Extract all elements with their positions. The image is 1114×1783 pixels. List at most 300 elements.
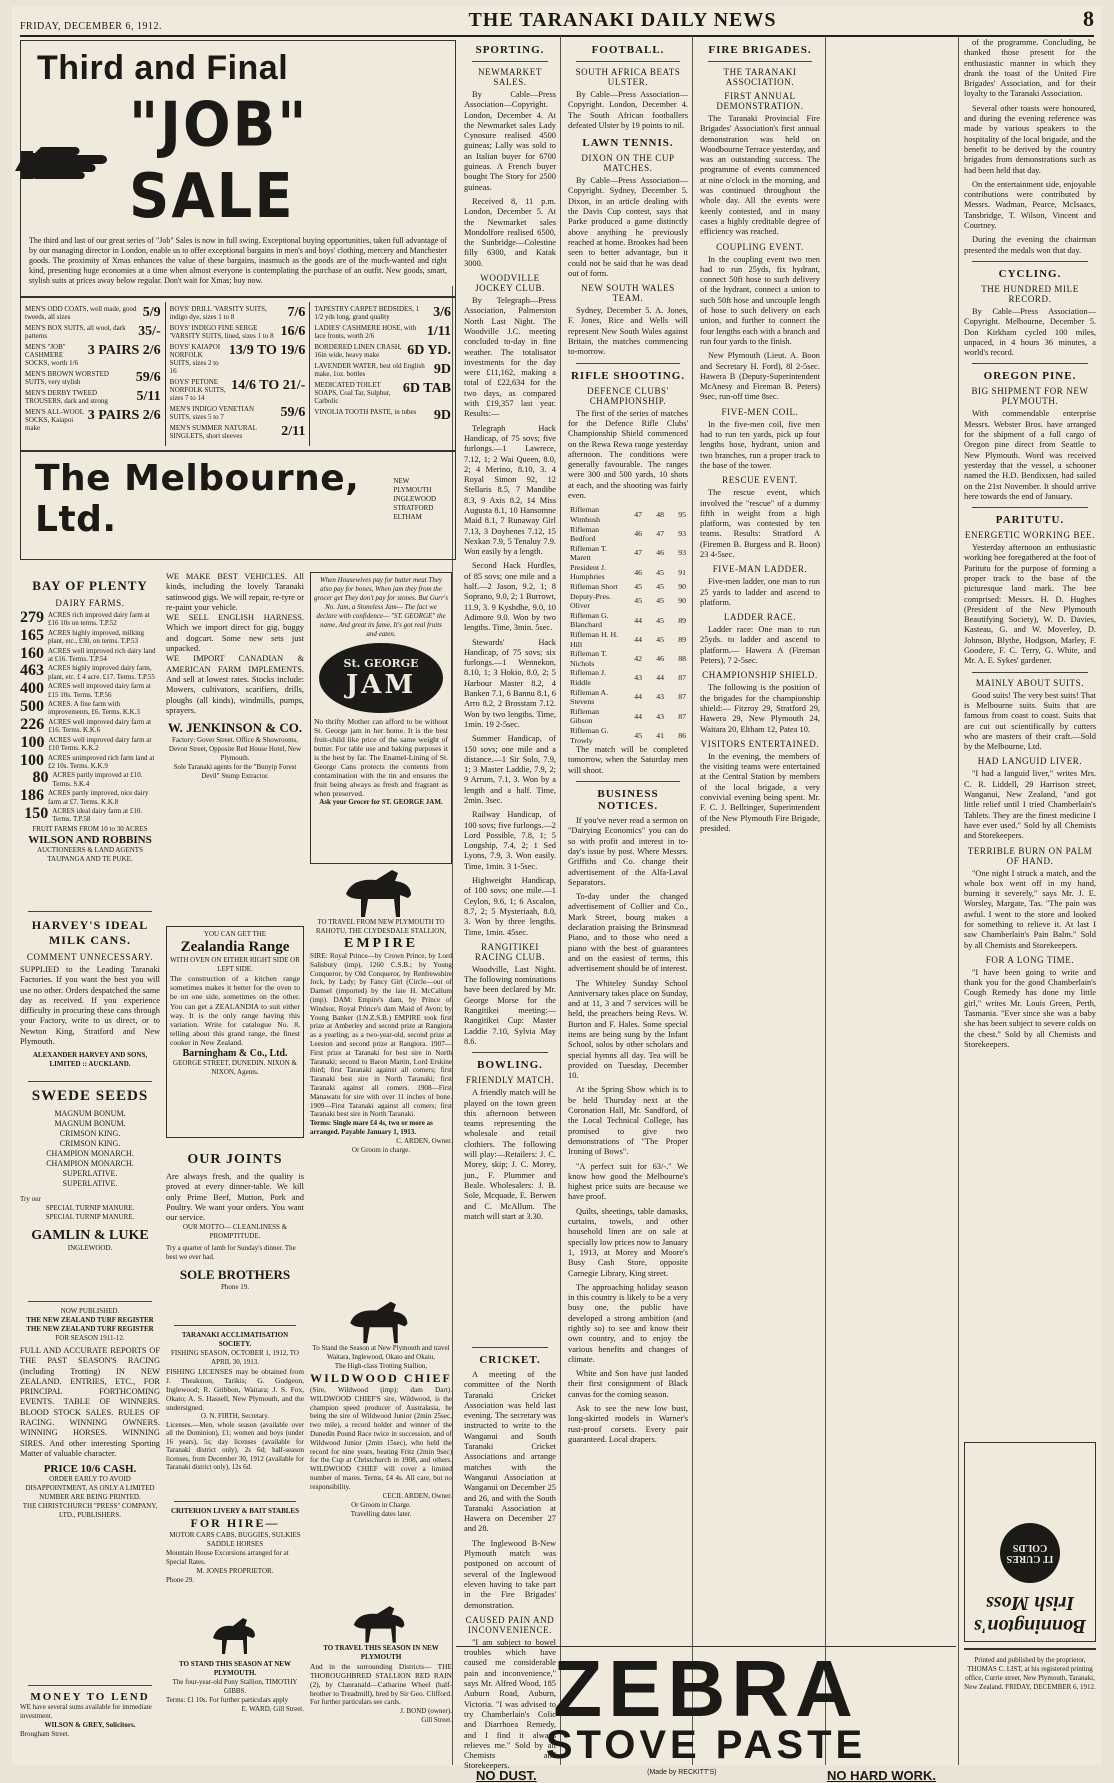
shooter-name: Rifleman Short: [570, 582, 618, 592]
price-item-price: 7/6: [287, 305, 306, 320]
article-para: "I had a languid liver," writes Mrs. C. R. Liddell, 29 Harrison street, Wanganui, New Zealand, "and got little relief until I tried Chamberlain's Tablets. They are the finest medicine I have ever used." Sold by all Chemists and Storekeepers.: [964, 769, 1096, 841]
implements-para: WE IMPORT CANADIAN & AMERICAN FARM IMPLEMENTS. And sell at lowest rates. Stocks include: Mowers, cultivators, scarifiers, drills, ploughs (all kinds), windmills, pumps, sprayers.: [166, 654, 304, 715]
price-item-price: 2/11: [281, 424, 306, 439]
score-value: 47: [656, 529, 664, 539]
farm-acres: 400: [20, 680, 44, 698]
article-para: By Cable—Press Association—Copyright. London, December 4. At the Newmarket sales Lady Cynosure realised 4500 guineas; Lally was sold to an Italian buyer for 6700 guineas. A French buyer bought The Story for 2500 guineas.: [464, 90, 556, 192]
farm-description: ACRES well improved rich dairy land at £16. Terms. T.P.54: [48, 646, 156, 664]
price-item-description: MEN'S "JOB" CASHMERE SOCKS, worth 1/6: [25, 343, 79, 367]
shooter-name: Deputy-Pres. Oliver: [570, 591, 611, 611]
owner: CECIL ARDEN, Owner.: [382, 1491, 452, 1500]
advert-body: Are always fresh, and the quality is proved at every dinner-table. We kill only Prime Beef, Mutton, Pork and Poultry. We want your orders. You want our service.: [166, 1172, 304, 1223]
farm-description: ACRES. A fine farm with improvements, £6. Terms. K.K.3: [48, 700, 140, 717]
article-heading: SOUTH AFRICA BEATS ULSTER.: [575, 67, 681, 87]
article-para: With commendable enterprise Messrs. Webster Bros. have arranged for the shipment of a full cargo of Oregon pine direct from Seattle to New Plymouth. Word was received yesterday that the vessel, a schooner named the H.D. Bendixsen, had sailed on the 21st November. It should arrive here towards the end of January.: [964, 409, 1096, 501]
store-name: The Melbourne, Ltd.: [35, 458, 360, 540]
article-para: By Cable—Press Association—Copyright. London, December 4. The South African footballers defeated Ulster by 19 points to nil.: [568, 90, 688, 130]
score-row: [568, 668, 688, 687]
page-number: 8: [1082, 6, 1094, 31]
advert-heading: TO TRAVEL THIS SEASON IN NEW PLYMOUTH: [323, 1644, 439, 1661]
score-value: 44: [634, 634, 642, 644]
product-name: STOVE PASTE: [545, 1723, 867, 1767]
article-para: On the entertainment side, enjoyable contributions were contributed by Messrs. Wadman, Pearce, McIsaacs, Tansbridge, T. Wilson, Vincent and Courtney.: [964, 179, 1096, 231]
article-para: By Telegraph—Press Association, Palmerston North Last Night. The Woodville J.C. meeting concluded to-day in fine weather. The totalisator investments for the day were £11,162, making a total of £22,634 for the two days, as compared with £19,357 last year. Results:—: [464, 296, 556, 419]
farm-acres: 279: [20, 609, 44, 626]
pointing-hand-icon: [21, 139, 117, 183]
article-para: By Cable—Press Association—Copyright. Sydney, December 5. Dixon, in an article dealing with the Davis Cup contest, says that Parke produced a game distinctly above anything he previously reached at home. Brookes had been seen to better advantage, but it could not be said that he was dead out of form.: [568, 176, 688, 278]
shooter-name: Rifleman Wimbush: [570, 505, 601, 524]
price-item: [25, 408, 161, 432]
article-heading: DEFENCE CLUBS' CHAMPIONSHIP.: [587, 385, 669, 406]
terms: Terms: £1 10s. For further particulars apply: [166, 1696, 289, 1704]
article-para: The Inglewood B-New Plymouth match was postponed on account of several of the Inglewood eleven having to take part in the Fire Brigades' demonstration.: [464, 1538, 556, 1610]
price-item: [25, 343, 161, 367]
section-heading: SPORTING.: [475, 44, 545, 56]
right-news-column: [964, 38, 1096, 1438]
score-value: 41: [656, 730, 664, 740]
harness-para: WE SELL ENGLISH HARNESS. Which we import direct for gig, buggy and dogcart. Some new sets just unpacked.: [166, 613, 304, 654]
manure-line: SPECIAL TURNIP MANURE.: [45, 1204, 135, 1212]
price-item: [170, 324, 306, 340]
masthead: [20, 6, 1094, 37]
article-heading: BIG SHIPMENT FOR NEW PLYMOUTH.: [971, 386, 1089, 407]
job-sale-advert: [20, 40, 456, 560]
price-item-price: 13/9 TO 19/6: [228, 343, 306, 358]
article-para: In the evening, the members of the visiting teams were entertained at the Central Station by members of the local brigade, a very convivial evening being spent. Mr. F. C. J. Bellringer, Superintendent of the New Plymouth Fire Brigade, presided.: [700, 751, 820, 833]
price-item-price: 9D: [433, 408, 451, 423]
section-heading: CYCLING.: [998, 267, 1062, 280]
job-sale-title: "JOB" SALE: [129, 89, 309, 233]
ask-grocer: Ask your Grocer for ST. GEORGE JAM.: [319, 798, 443, 806]
firm-phone: Phone 19.: [221, 1283, 249, 1292]
score-value: 93: [678, 529, 686, 539]
seed-list: [20, 1109, 160, 1189]
score-row: [568, 630, 688, 649]
price-item-price: 35/-: [138, 324, 161, 339]
price-item-description: BOYS' PETONE NORFOLK SUITS, sizes 7 to 14: [169, 378, 226, 402]
score-value: 43: [656, 711, 664, 721]
score-value: 45: [656, 615, 664, 625]
firm-address: GEORGE STREET, DUNEDIN. NIXON & NIXON, Agents.: [173, 1058, 297, 1076]
imprint-text: Printed and published by the proprietor, THOMAS C. LIST, at his registered printing office, Currie street, New Plymouth, Taranaki, New Zealand. FRIDAY, DECEMBER 6, 1912.: [964, 1656, 1096, 1691]
score-value: 87: [678, 673, 686, 683]
article-heading: CHAMPIONSHIP SHIELD.: [702, 670, 818, 681]
farm-description: ACRES partly improved, nice dairy farm at £7. Terms. K.K.8: [48, 789, 149, 806]
score-value: 45: [634, 730, 642, 740]
swede-seeds-advert: [20, 1076, 160, 1291]
farm-listing: [20, 751, 160, 771]
notice-season: FISHING SEASON, OCTOBER 1, 1912, TO APRIL 30, 1913.: [171, 1349, 299, 1366]
price-item-description: BOYS' KAIAPOI NORFOLK SUITS, sizes 2 to 16: [169, 343, 221, 375]
article-heading: MAINLY ABOUT SUITS.: [975, 677, 1085, 688]
notice-heading: TARANAKI ACCLIMATISATION SOCIETY.: [181, 1331, 289, 1348]
price-list: [21, 302, 455, 446]
sole-brothers-advert: [166, 1146, 304, 1316]
article-heading: FIRST ANNUAL DEMONSTRATION.: [716, 91, 804, 111]
article-para: White and Son have just landed their first consignment of Black canvas for the coming season.: [568, 1369, 688, 1399]
score-value: 47: [634, 510, 642, 520]
score-value: 46: [656, 654, 664, 664]
shooter-name: Rifleman A. Stevens: [570, 687, 609, 707]
slogan-right: NO HARD WORK.: [826, 1768, 936, 1783]
farm-acres: 160: [20, 644, 44, 662]
price-item-description: MEN'S BOX SUITS, all wool, dark patterns: [25, 324, 126, 340]
price-item-description: MEN'S INDIGO VENETIAN SUITS, sizes 5 to 7: [169, 405, 255, 421]
empire-stallion-advert: [310, 868, 452, 1296]
score-value: 44: [634, 615, 642, 625]
price-item-price: 6D TAB: [402, 381, 451, 396]
seed-variety: SUPERLATIVE.: [62, 1179, 118, 1188]
price-item-description: BOYS' INDIGO FINE SERGE 'VARSITY SUITS, lined, sizes 1 to 8: [169, 324, 274, 340]
score-value: 90: [678, 596, 686, 606]
score-value: 42: [634, 654, 642, 664]
article-para: The approaching holiday season in this country is likely to be a very busy one, the public have developed a strong ambition (and rightly so) to see and know their own country, and to enjoy the various benefits and changes of climate.: [568, 1282, 688, 1364]
farm-description: ACRES highly improved dairy farm, plant, etc. £ 4 acre. £17. Terms. T.P.55: [48, 664, 155, 681]
advert-heading: Third and Final: [37, 49, 289, 87]
price-item-description: MEN'S ALL-WOOL SOCKS, Kaiapoi make: [25, 408, 84, 432]
price-item-description: VINOLIA TOOTH PASTE, in tubes: [314, 408, 417, 416]
brand-name: ZEBRA: [553, 1644, 859, 1733]
farm-listings: [20, 611, 160, 824]
score-row: [568, 582, 688, 592]
farm-description: ACRES well improved dairy farm at £10 Terms. K.K.2: [48, 735, 152, 753]
article-para: During the evening the chairman presented the medals won that day.: [964, 235, 1096, 255]
price-item: [314, 343, 451, 359]
seed-variety: CHAMPION MONARCH.: [46, 1149, 134, 1158]
seed-variety: CRIMSON KING.: [59, 1139, 121, 1148]
advert-body: The third and last of our great series of "Job" Sales is now in full swing. Exceptional buying opportunities, taken full advantage of by our managing director in London, enable us to offer exceptional bargains in men's and boys' clothing, mercery and Manchester goods. The proximity of Xmas enhances the value of these bargains, inasmuch as the goods are of the much-wanted and right kind, presenting huge economies at a time when almost everyone is contemplating the purchase of an outfit. New goods, smart, stylish suits at prices away below regular. Don't wait for Xmas; buy now.: [29, 236, 447, 285]
further-note: For further particulars see cards.: [310, 1698, 401, 1706]
acclimatisation-notice: [166, 1320, 304, 1472]
article-heading: TERRIBLE BURN ON PALM OF HAND.: [967, 845, 1093, 866]
article-para: A meeting of the committee of the North Taranaki Cricket Association was held last evening. The secretary was instructed to write to the Wanganui and South Taranaki Cricket Associations and arrange matches with the Wanganui Association at Wanganui on December 25 and 26, and with the South Taranaki Association at Hawera on December 27 and 28.: [464, 1370, 556, 1534]
article-heading: THE TARANAKI ASSOCIATION.: [723, 67, 797, 87]
article-para: Second Hack Hurdles, of 85 sovs; one mile and a half.—2 Jason, 9.2, 1; 8 Soprano, 9.0, 2; 1 Burrowt, 11.9, 3. 9 Kyshdhe, 9.0, 10 Adimore 9.0. Won by two lengths. Time, 3min. 5sec.: [464, 561, 556, 633]
rifle-scores-table: [568, 505, 688, 745]
branch-name: ELTHAM: [393, 512, 422, 521]
price-item: [314, 324, 451, 340]
score-value: 48: [656, 510, 664, 520]
article-para: The rescue event, which involved the "rescue" of a dummy fifth in weight from a high platform, was contested by ten teams. Results: Stratford A (Firemen B. Burgess and R. Boon) 23 4-5sec.: [700, 488, 820, 559]
price-item-description: MEN'S SUMMER NATURAL SINGLETS, short sleeves: [169, 424, 257, 440]
section-heading: FOOTBALL.: [591, 44, 665, 56]
score-value: 45: [634, 596, 642, 606]
article-heading: ENERGETIC WORKING BEE.: [964, 530, 1096, 541]
farm-listing: [20, 644, 160, 664]
shooter-name: President J. Humphries: [570, 562, 606, 582]
travel-dates: Travelling dates later.: [350, 1509, 412, 1518]
price-item: [170, 405, 306, 421]
advert-heading: To Stand the Season at New Plymouth and travel Waitara, Inglewood, Okato and Okaiu,: [312, 1344, 450, 1361]
order-note: ORDER EARLY TO AVOID DISAPPOINTMENT, AS ONLY A LIMITED NUMBER ARE BEING PRINTED.: [25, 1475, 155, 1502]
score-value: 88: [678, 654, 686, 664]
article-para: Sydney, December 5. A. Jones, F. Jones, Rice and Wells will represent New South Wales against Britain, the matches commencing to-morrow.: [568, 306, 688, 357]
farm-listing: [20, 804, 160, 824]
jenkinson-advert: [166, 572, 304, 922]
score-value: 90: [678, 582, 686, 592]
fire-brigades-column: [700, 38, 820, 1418]
slogan-left: NO DUST.: [476, 1768, 537, 1783]
farm-listing: [20, 771, 160, 788]
price-item-price: 14/6 TO 21/-: [231, 378, 306, 393]
farm-acres: 80: [32, 769, 49, 787]
article-para: Several other toasts were honoured, and during the evening reference was made by various speakers to the hospitality of the local brigade, and the benefit to be derived by the country brigades from demonstrations such as had been held that day.: [964, 103, 1096, 175]
advert-body: FULL AND ACCURATE REPORTS OF THE PAST SEASON'S RACING (including Trotting) IN NEW ZEALAND. ENTRIES, ETC., FOR PRINCIPAL FORTHCOMING EVENTS. TABLE OF WINNERS. BLOOD STOCK SALES. RULES OF RACING. WINNING OWNERS. WINNING HORSES. WINNING SIRES. And other interesting Sporting Matter of valuable character.: [20, 1346, 160, 1458]
price-item: [314, 362, 451, 378]
article-para: If you've never read a sermon on "Dairying Economics" you can do so with profit and interest in to-day's issue by post. Where Messrs. Griffiths and Co. change their advertisement of the Alfa-Laval Separators.: [568, 816, 688, 887]
price-item: [170, 343, 306, 375]
shooter-name: Rifleman T. Nichols: [570, 649, 607, 668]
advert-body: Mountain House Excursions arranged for at Special Rates.: [166, 1549, 289, 1566]
price-item: [314, 305, 451, 321]
seed-variety: CRIMSON KING.: [59, 1129, 121, 1138]
article-heading: COUPLING EVENT.: [716, 241, 804, 252]
score-value: 46: [634, 529, 642, 539]
score-value: 44: [634, 692, 642, 702]
price-item-price: 3/6: [433, 305, 451, 320]
issue-date: FRIDAY, DECEMBER 6, 1912.: [20, 21, 162, 32]
farm-listing: [20, 682, 160, 699]
price-item-price: 3 PAIRS 2/6: [87, 343, 161, 358]
article-heading: WOODVILLE JOCKEY CLUB.: [475, 273, 545, 294]
price-item-price: 59/6: [135, 370, 161, 385]
price-item-description: BORDERED LINEN CRASH, 16in wide, heavy make: [314, 343, 402, 359]
article-heading: NEWMARKET SALES.: [478, 67, 542, 87]
article-para: Received 8, 11 p.m. London, December 5. At the Newmarket sales Mondolfore realised 6500, the Sunbridge—Colestine filly 6300, and Katak 3000.: [464, 196, 556, 268]
article-para: Railway Handicap, of 100 sovs; five furlongs.—2 Lord Possible, 7.8, 1; 5 Longship, 7.4, 2; 1 Sed Lyons, 7.9, 3. Won easily. Time, 1min. 3 1-5sec.: [464, 810, 556, 871]
score-value: 45: [656, 582, 664, 592]
section-heading: BOWLING.: [477, 1059, 543, 1072]
pony-name: The four-year-old Pony Stallion, TIMOTHY GIBBS.: [172, 1678, 298, 1695]
article-para: In the coupling event two men had to run 25yds, fix hydrant, connect 50ft hose to such delivery of the hydrant, connect a union to such 50ft hose and uncouple length of hose to such delivery on each union, and further to connect the four lengths each with a branch and run four yards to the finish.: [700, 254, 820, 346]
agents-detail: AUCTIONEERS & LAND AGENTS TAUPANGA AND TE PUKE.: [37, 845, 143, 863]
price-item-price: 3 PAIRS 2/6: [87, 408, 161, 423]
farm-description: ACRES unimproved rich farm land at £2 10s. Terms. K.K.9: [48, 753, 155, 770]
seed-variety: CHAMPION MONARCH.: [46, 1159, 134, 1168]
article-heading: FIVE-MAN LADDER.: [712, 564, 808, 575]
section-heading: FIRE BRIGADES.: [708, 44, 812, 56]
farm-description: ACRES highly improved, milking plant, etc., £30, on terms. T.P.53: [48, 628, 145, 646]
price-item-price: 16/6: [280, 324, 306, 339]
advert-subheading: DAIRY FARMS.: [55, 598, 125, 608]
horse-icon: [336, 868, 426, 918]
price-item-price: 1/11: [426, 324, 451, 339]
horse-icon: [346, 1604, 416, 1644]
turf-register-advert: [20, 1296, 160, 1676]
price-item-description: BOYS' DRILL 'VARSITY SUITS, indigo dye, sizes 1 to 8: [169, 305, 267, 321]
farm-listing: [20, 789, 160, 806]
farm-acres: 500: [20, 698, 44, 716]
article-heading: FOR A LONG TIME.: [985, 954, 1075, 965]
article-para: To-day under the changed advertisement of Collier and Co., Mark Street, bourg makes a declaration praising the Brinsmead Piano, and to those who need a piano with the best of guarantees and on the easiest of terms, this advertisement should be of interest.: [568, 892, 688, 974]
for-hire: FOR HIRE—: [190, 1516, 280, 1530]
owner: E. WARD, Gill Street.: [241, 1705, 304, 1713]
zebra-stove-paste-advert: [456, 1644, 956, 1783]
brand-main: JAM: [345, 669, 417, 700]
score-value: 43: [656, 692, 664, 702]
score-row: [568, 592, 688, 611]
advert-heading: TO TRAVEL FROM NEW PLYMOUTH TO RAHOTU, THE CLYDESDALE STALLION,: [315, 918, 447, 935]
advert-heading: Zealandia Range: [180, 939, 290, 955]
newspaper-page: [12, 6, 1102, 1783]
section-heading: PARITUTU.: [995, 514, 1065, 527]
score-value: 86: [678, 730, 686, 740]
price-item-description: MEN'S DERBY TWEED TROUSERS, dark and strong: [25, 389, 108, 405]
score-row: [568, 525, 688, 544]
score-row: [568, 726, 688, 745]
sporting-column: [464, 38, 556, 1338]
firm-address: Factory: Gover Street. Office & Showrooms, Devon Street, Opposite Red House Hotel, New Plymouth.: [168, 736, 302, 763]
register-price: PRICE 10/6 CASH.: [43, 1463, 137, 1476]
firm-address: Brougham Street.: [20, 1730, 70, 1738]
article-para: Good suits! The very best suits! That is Melbourne suits. Suits that are famous from coast to coast. Suits that are cut out scientifically by cutters who are masters of their craft.—Sold by the Melbourne, Ltd.: [964, 690, 1096, 752]
price-item: [170, 424, 306, 440]
article-para: The Taranaki Provincial Fire Brigades' Association's first annual demonstration was held on Woodbourne Terrace yesterday, and was an outstanding success. The programme of events commenced at nine o'clock in the morning, and was continued throughout the whole day. All the events were keenly contested, and in many cases a highly creditable degree of efficiency was reached.: [700, 114, 820, 237]
article-para: New Plymouth (Lieut. A. Boon and Secretary H. Ford), 8l 2-5sec. Hawera B (Deputy-Superintendent McAnesy and Fireman B. Peters) 9sec, run-off time 8sec.: [700, 351, 820, 402]
score-value: 45: [634, 582, 642, 592]
price-item: [314, 381, 451, 405]
column-rule: [958, 36, 959, 1765]
score-value: 87: [678, 711, 686, 721]
article-heading: FRIENDLY MATCH.: [465, 1075, 555, 1086]
groom: Or Groom in Charge.: [351, 1500, 411, 1509]
newspaper-title: THE TARANAKI DAILY NEWS: [468, 9, 777, 31]
branch-list: [393, 477, 441, 522]
score-value: 87: [678, 692, 686, 702]
cricket-section: [464, 1342, 556, 1771]
article-heading: RANGITIKEI RACING CLUB.: [474, 941, 546, 962]
article-heading: DIXON ON THE CUP MATCHES.: [581, 153, 675, 174]
license-fees: Licenses.—Men, whole season (available over all the Dominion), £1; women and boys (under 16 years), 5s; day licenses (available for Taranaki district only), 2s 6d; half-season licenses, from December 30, 1912 (available for Taranaki district only), 12s 6d.: [166, 1421, 304, 1472]
score-row: [568, 563, 688, 582]
shooter-name: Rifleman H. H. Hill: [570, 630, 619, 649]
maker-name: ALEXANDER HARVEY AND SONS, LIMITED :: AUCKLAND.: [32, 1051, 148, 1069]
price-item-price: 9D: [433, 362, 451, 377]
horse-icon: [341, 1300, 421, 1344]
article-heading: THE HUNDRED MILE RECORD.: [981, 283, 1079, 304]
farm-listing: [20, 611, 160, 628]
score-row: [568, 688, 688, 707]
section-heading: OREGON PINE.: [983, 370, 1077, 383]
fruit-farms: FRUIT FARMS FROM 10 to 30 ACRES: [32, 824, 148, 833]
article-heading: CAUSED PAIN AND INCONVENIENCE.: [465, 1614, 555, 1635]
advert-body: No thrifty Mother can afford to be without St. George jam in her home. It is the best fruit-child like price of the same weight of butter. For table use and baking purposes it is the best by far. The Enamel-Lining of St. George Cans protects the contents from contamination with the tin and ensures the fruit being always as fresh and fragrant as when preserved.: [314, 717, 448, 798]
article-para: The following is the position of the brigades for the championship shield:— Fitzroy 29, Stratford 29, Hawera 29, New Plymouth 24, Waitara 20, Eltham 12, Patea 10.: [700, 683, 820, 734]
secretary: O. N. FIRTH, Secretary.: [200, 1412, 270, 1420]
firm-town: INGLEWOOD.: [67, 1244, 113, 1252]
farm-acres: 100: [20, 733, 45, 751]
bay-of-plenty-advert: [20, 572, 160, 902]
article-para: Quilts, sheetings, table damasks, curtains, towels, and other household linen are on sale at specially low prices now to January 1, 1913, at Morey and Moore's Busy Cash Store, opposite Carnegie Library, King street.: [568, 1206, 688, 1278]
shooter-name: Rifleman Bedford: [570, 524, 600, 544]
publisher: THE CHRISTCHURCH "PRESS" COMPANY, LTD., PUBLISHERS.: [22, 1502, 158, 1520]
article-para: "I have been going to write and thank you for the good Chamberlain's Cough Remedy has done my little girl," writes Mr. Louis Green, Perth, Tasmania. "Ever since she was a baby she has been subject to severe colds on the chest." Sold by all Chemists and Storekeepers.: [964, 967, 1096, 1049]
article-heading: LADDER RACE.: [723, 612, 797, 623]
price-column-mens: [21, 302, 166, 446]
price-item-description: LAVENDER WATER, best old English make, 1oz. bottles: [314, 362, 425, 378]
advert-heading: TO STAND THIS SEASON AT NEW PLYMOUTH.: [179, 1660, 291, 1677]
firm-name: W. JENKINSON & CO.: [167, 720, 303, 736]
price-column-boys: [166, 302, 311, 446]
wildwood-chief-advert: [310, 1300, 452, 1600]
price-item-description: TAPESTRY CARPET BEDSIDES, 1 1/2 yds long, grand quality: [314, 305, 420, 321]
terms: Terms: Single mare £4 4s, two or more as arranged. Payable January 1, 1913.: [310, 1119, 433, 1137]
stallion-name: WILDWOOD CHIEF: [310, 1371, 452, 1385]
article-para: Telegraph Hack Handicap, of 75 sovs; five furlongs.—1 Lawrece, 7.12, 1; 2 Wai Queen, 8.0, 2; 4 Merino, 8.10, 3. 4 Royal Simon 92, 12 Stellaris 8.5, 7 Mandibe 8.3, 9 Axis 8.2, 14 Miss Augusta 8.1, 10 Hansomne Maid 8.1, 7 Runaway Girl 7.13, 3 Doyhenes 7.12, 15 Nexkan 7.9, 5 Tenaluy 7.9. Won easily by a length.: [464, 423, 556, 557]
owner-address: Gill Street.: [421, 1716, 452, 1724]
job-sale-banner: [21, 88, 455, 234]
motto: OUR MOTTO— CLEANLINESS & PROMPTITUDE.: [182, 1223, 288, 1241]
stallion-name: EMPIRE: [344, 936, 418, 951]
article-heading: VISITORS ENTERTAINED.: [700, 738, 820, 749]
farm-acres: 150: [24, 804, 49, 822]
score-row: [568, 649, 688, 668]
owner: J. BOND (owner).: [400, 1707, 452, 1715]
price-item: [314, 408, 451, 424]
farm-description: ACRES ideal dairy farm at £10. Terms. T.P.58: [52, 806, 143, 824]
brand-name: Bonnington's Irish Moss: [973, 1592, 1087, 1637]
maker: (Made by RECKITT'S): [647, 1769, 717, 1776]
score-row: [568, 544, 688, 563]
phone: Phone 29.: [166, 1576, 194, 1584]
criterion-stables-advert: [166, 1496, 304, 1606]
notice-body: FISHING LICENSES may be obtained from J. Theakston, Tarikis; G. Gudgeon, Inglewood; R. Gribbon, Waitara; J. S. Fox, Okato; A. S. Hassell, New Plymouth, and the undersigned.: [166, 1367, 304, 1412]
article-para: "A perfect suit for 63/-." We know how good the Melbourne's highest price suits are because we have proof.: [568, 1161, 688, 1202]
article-para: "One night I struck a match, and the whole box went off in my hand, burning it severely," says Mr. J. E. Worsley, Margate, Tas. "The pain was awful. I went to the store and looked for something to relieve it. At last I saw Chamberlain's Pain Balm." Sold by all Chemists and Storekeepers.: [964, 868, 1096, 950]
article-para: By Cable—Press Association—Copyright. Melbourne, December 5. Don Kirkham cycled 100 miles, unpaced, in 4 hours 36 minutes, a world's record.: [964, 306, 1096, 358]
publisher-imprint: [964, 1648, 1096, 1764]
register-season: FOR SEASON 1911-12.: [55, 1334, 125, 1342]
red-rain-stallion-advert: [310, 1604, 452, 1762]
price-column-household: [310, 302, 455, 446]
column-rule: [692, 36, 693, 1765]
score-value: 44: [634, 711, 642, 721]
register-title: THE NEW ZEALAND TURF REGISTER: [26, 1316, 154, 1324]
football-column: [568, 38, 688, 1444]
price-item-price: 5/9: [142, 305, 161, 320]
farm-listing: [20, 626, 160, 646]
shooter-name: Rifleman J. Riddle: [570, 668, 606, 687]
article-para: The match will be completed tomorrow, when the Saturday men will shoot.: [568, 745, 688, 775]
article-para: In the five-men coil, five men had to run ten yards, pick up four lengths hose, hydrant, union and two branches, run a proper track to the base of the tower.: [700, 419, 820, 470]
try-text: Try our: [20, 1195, 41, 1203]
branch-name: NEW PLYMOUTH: [393, 476, 432, 494]
article-para: Stewards' Hack Handicap, of 75 sovs; six furlongs.—1 Wennekon, 8.10, 1; 3 Hokio, 8.0, 2; 5 Harbour Master 8.2, 4 Banken 7.1, 6 Bannu 8.1, 6 Arro 8.2, 2 Brosstam 7.12. Won by two lengths. Time, 1min. 19 2-5sec.: [464, 637, 556, 729]
farm-listing: [20, 664, 160, 681]
vehicles-para: WE MAKE BEST VEHICLES. All kinds, including the lovely Taranaki satinwood gigs. We will repair, re-tyre or re-paint your vehicle.: [166, 572, 304, 612]
proprietor: M. JONES PROPRIETOR.: [196, 1567, 274, 1575]
farm-acres: 100: [20, 751, 44, 769]
advert-body: The construction of a kitchen range sometimes makes it better for the oven to be on one side, sometimes on the other. You can get a ZEALANDIA to suit either way. It is the only range having this variation. Write for catalogue No. 8, telling about this grand range, the finest cooker in New Zealand.: [170, 974, 300, 1048]
farm-description: ACRES well improved dairy farm at £15 10s. Terms. T.P.56: [48, 682, 151, 699]
score-value: 46: [656, 548, 664, 558]
section-heading: CRICKET.: [479, 1354, 541, 1366]
score-value: 44: [656, 673, 664, 683]
zealandia-range-advert: [166, 926, 304, 1138]
score-value: 95: [678, 510, 686, 520]
harvey-milk-cans-advert: [20, 906, 160, 1071]
price-item-description: MEN'S BROWN WORSTED SUITS, very stylish: [25, 370, 109, 386]
manure-line: SPECIAL TURNIP MANURE.: [45, 1213, 135, 1221]
shooter-name: Rifleman Gibson: [570, 706, 600, 726]
article-para: Woodville, Last Night. The following nominations have been declared by Mr. George Morse for the Rangitikei meeting:—Rangitikei Cup: Master Laddie 7.10, Sylvia May 8.6.: [464, 964, 556, 1046]
article-para: The first of the series of matches for the Defence Rifle Clubs' Championship Shield commenced on the Rewa Rewa range yesterday afternoon. The conditions were generally favourable. The ranges were 300 and 500 yards, 10 shots at each, and the shooting was fairly even.: [568, 408, 688, 501]
firm-name: Barningham & Co., Ltd.: [182, 1047, 288, 1059]
score-value: 45: [656, 634, 664, 644]
farm-description: ACRES partly improved at £10. Terms. S.K.4: [52, 771, 143, 788]
price-item: [25, 324, 161, 340]
advert-heading: SWEDE SEEDS: [31, 1088, 149, 1104]
